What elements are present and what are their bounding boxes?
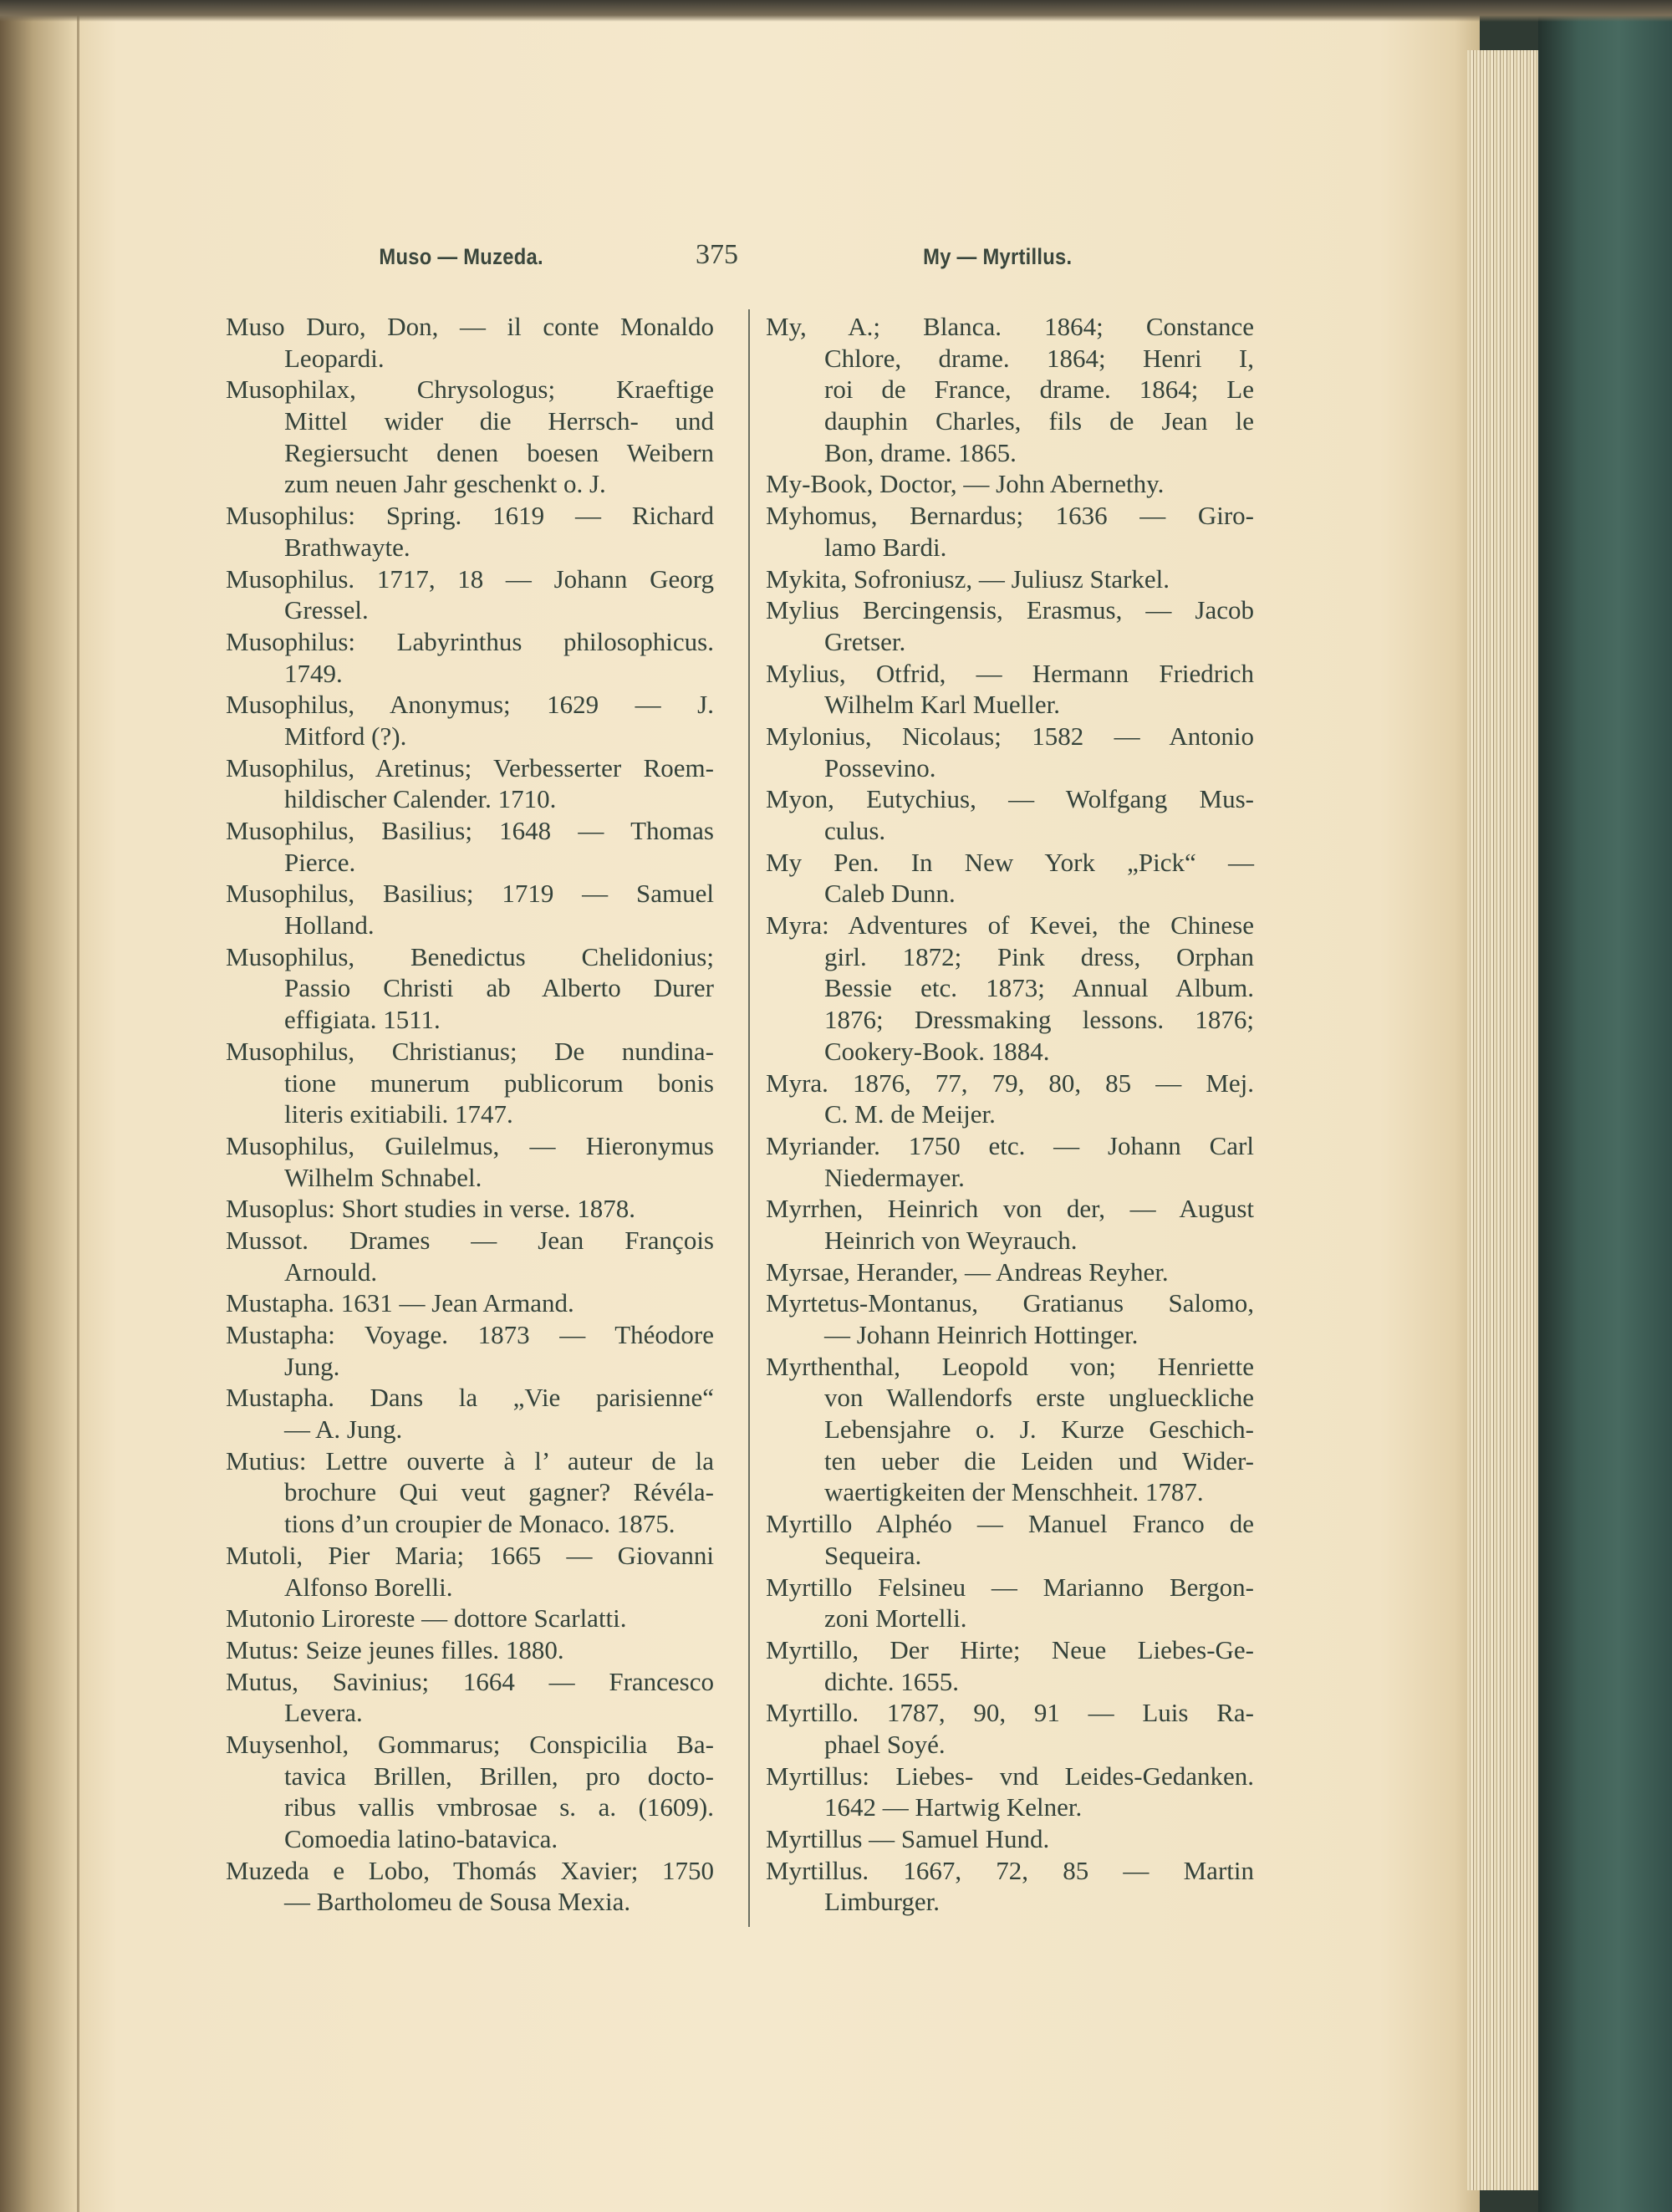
entry-line: Possevino. (824, 752, 936, 782)
index-entry (766, 1761, 1254, 1823)
entry-line: Myrtillo Alphéo — Manuel Franco de (766, 1509, 1254, 1539)
index-entry (226, 1319, 714, 1382)
entry-line: Mustapha: Voyage. 1873 — Théodore (226, 1320, 714, 1349)
entry-line: Myrthenthal, Leopold von; Henriette (766, 1351, 1254, 1381)
entry-line: literis exitiabili. 1747. (284, 1099, 513, 1129)
entry-line: Heinrich von Weyrauch. (824, 1225, 1078, 1255)
entry-line: Sequeira. (824, 1540, 922, 1570)
entry-line: Myrtillus — Samuel Hund. (766, 1824, 1050, 1853)
entry-line: tione munerum publicorum bonis (284, 1068, 714, 1098)
index-entry (226, 752, 714, 815)
entry-line: Comoedia latino-batavica. (284, 1824, 558, 1853)
entry-line: Musoplus: Short studies in verse. 1878. (226, 1194, 635, 1224)
index-entry (226, 1382, 714, 1445)
index-entry (766, 1193, 1254, 1256)
entry-line: Gressel. (284, 595, 369, 625)
index-entry (766, 783, 1254, 846)
index-entry (226, 626, 714, 689)
entry-line: Myrtetus-Montanus, Gratianus Salomo, (766, 1288, 1254, 1318)
index-entry (766, 1697, 1254, 1760)
entry-line: Mutoli, Pier Maria; 1665 — Giovanni (226, 1540, 714, 1570)
index-entry (226, 1287, 714, 1319)
entry-line: Musophilus. 1717, 18 — Johann Georg (226, 563, 714, 594)
index-entry (226, 311, 714, 374)
index-entry (226, 1634, 714, 1666)
entry-line: Musophilus, Christianus; De nundina- (226, 1036, 714, 1066)
entry-line: roi de France, drame. 1864; Le (824, 375, 1254, 405)
index-entry (766, 1634, 1254, 1697)
entry-line: brochure Qui veut gagner? Révéla- (284, 1477, 714, 1507)
entry-line: Myra: Adventures of Kevei, the Chinese (766, 910, 1254, 940)
entry-line: Passio Christi ab Alberto Durer (284, 973, 714, 1003)
entry-line: My-Book, Doctor, — John Abernethy. (766, 469, 1165, 499)
entry-line: Lebensjahre o. J. Kurze Geschich- (824, 1414, 1254, 1445)
running-head-right: My — Myrtillus. (923, 244, 1073, 269)
entry-line: — Bartholomeu de Sousa Mexia. (284, 1887, 631, 1917)
index-entry (226, 1130, 714, 1193)
entry-line: phael Soyé. (824, 1729, 946, 1759)
entry-line: Alfonso Borelli. (284, 1572, 453, 1602)
entry-line: lamo Bardi. (824, 532, 947, 562)
entry-line: hildischer Calender. 1710. (284, 784, 557, 814)
index-entry (766, 500, 1254, 563)
entry-line: Myriander. 1750 etc. — Johann Carl (766, 1130, 1254, 1160)
entry-line: Mussot. Drames — Jean François (226, 1225, 714, 1255)
entry-line: Mutus: Seize jeunes filles. 1880. (226, 1634, 564, 1664)
entry-line: 1642 — Hartwig Kelner. (824, 1792, 1083, 1822)
entry-line: Holland. (284, 910, 375, 940)
entry-line: Myrsae, Herander, — Andreas Reyher. (766, 1256, 1169, 1287)
entry-line: Myra. 1876, 77, 79, 80, 85 — Mej. (766, 1068, 1254, 1098)
entry-line: Mittel wider die Herrsch- und (284, 406, 714, 436)
entry-line: Muzeda e Lobo, Thomás Xavier; 1750 (226, 1855, 714, 1885)
index-entry (766, 1508, 1254, 1571)
entry-line: Mutus, Savinius; 1664 — Francesco (226, 1666, 714, 1696)
entry-line: Musophilus, Basilius; 1719 — Samuel (226, 879, 714, 909)
entry-line: Mylonius, Nicolaus; 1582 — Antonio (766, 721, 1254, 751)
entry-line: Musophilax, Chrysologus; Kraeftige (226, 375, 714, 405)
entry-line: Myrtillus: Liebes- vnd Leides-Gedanken. (766, 1761, 1254, 1791)
index-entry (226, 1540, 714, 1603)
entry-line: Wilhelm Schnabel. (284, 1162, 482, 1192)
entry-line: zoni Mortelli. (824, 1603, 967, 1634)
left-column (226, 311, 714, 1918)
entry-line: Brathwayte. (284, 532, 410, 562)
entry-line: Mustapha. Dans la „Vie parisienne“ (226, 1383, 714, 1413)
entry-line: Arnould. (284, 1256, 378, 1287)
entry-line: Myrtillo. 1787, 90, 91 — Luis Ra- (766, 1698, 1254, 1728)
index-entry (226, 1603, 714, 1634)
index-entry (226, 1445, 714, 1540)
entry-line: Regiersucht denen boesen Weibern (284, 437, 714, 467)
entry-line: tavica Brillen, Brillen, pro docto- (284, 1761, 714, 1791)
index-entry (226, 815, 714, 878)
entry-line: girl. 1872; Pink dress, Orphan (824, 941, 1254, 971)
entry-line: tions d’un croupier de Monaco. 1875. (284, 1509, 675, 1539)
entry-line: Chlore, drame. 1864; Henri I, (824, 343, 1254, 373)
index-entry (766, 658, 1254, 721)
entry-line: Levera. (284, 1698, 363, 1728)
entry-line: Myrtillo Felsineu — Marianno Bergon- (766, 1572, 1254, 1602)
index-entry (766, 1130, 1254, 1193)
index-entry (766, 311, 1254, 468)
index-entry (226, 500, 714, 563)
index-entry (766, 847, 1254, 910)
entry-line: Mutius: Lettre ouverte à l’ auteur de la (226, 1445, 714, 1476)
entry-line: Mylius, Otfrid, — Hermann Friedrich (766, 658, 1254, 688)
running-head-left: Muso — Muzeda. (379, 244, 543, 269)
entry-line: — Johann Heinrich Hottinger. (824, 1320, 1139, 1349)
entry-line: dichte. 1655. (824, 1666, 959, 1696)
index-entry (766, 1287, 1254, 1350)
entry-line: Myrtillo, Der Hirte; Neue Liebes-Ge- (766, 1634, 1254, 1664)
index-entry (226, 563, 714, 626)
entry-line: Pierce. (284, 847, 356, 877)
book-cover (1538, 0, 1672, 2212)
page-number: 375 (696, 239, 738, 270)
entry-line: Myrtillus. 1667, 72, 85 — Martin (766, 1855, 1254, 1885)
index-entry (766, 563, 1254, 595)
entry-line: Myhomus, Bernardus; 1636 — Giro- (766, 501, 1254, 531)
entry-line: Myon, Eutychius, — Wolfgang Mus- (766, 784, 1254, 814)
index-entry (766, 1068, 1254, 1130)
entry-line: Muso Duro, Don, — il conte Monaldo (226, 312, 714, 341)
index-entry (226, 374, 714, 500)
index-entry (226, 1729, 714, 1855)
entry-line: Jung. (284, 1351, 340, 1381)
entry-line: My, A.; Blanca. 1864; Constance (766, 312, 1254, 341)
column-divider (748, 309, 750, 1927)
entry-line: — A. Jung. (284, 1414, 403, 1445)
gutter-shadow (77, 0, 79, 2212)
entry-line: dauphin Charles, fils de Jean le (824, 406, 1254, 436)
index-entry (226, 689, 714, 752)
entry-line: Musophilus, Anonymus; 1629 — J. (226, 690, 714, 720)
index-entry (766, 1256, 1254, 1288)
entry-line: Muysenhol, Gommarus; Conspicilia Ba- (226, 1729, 714, 1759)
entry-line: effigiata. 1511. (284, 1005, 441, 1035)
index-entry (226, 878, 714, 940)
entry-line: Niedermayer. (824, 1162, 965, 1192)
entry-line: Musophilus, Aretinus; Verbesserter Roem- (226, 752, 714, 782)
index-entry (226, 1666, 714, 1729)
entry-line: 1749. (284, 658, 343, 688)
right-column (766, 311, 1254, 1918)
entry-line: Caleb Dunn. (824, 879, 956, 909)
index-entry (766, 1351, 1254, 1508)
entry-line: culus. (824, 816, 886, 845)
entry-line: Musophilus: Labyrinthus philosophicus. (226, 626, 714, 656)
entry-line: Mykita, Sofroniusz, — Juliusz Starkel. (766, 563, 1170, 594)
entry-line: waertigkeiten der Menschheit. 1787. (824, 1477, 1204, 1507)
index-entry (226, 1225, 714, 1287)
entry-line: Mitford (?). (284, 721, 407, 751)
entry-line: 1876; Dressmaking lessons. 1876; (824, 1005, 1254, 1035)
entry-line: Bon, drame. 1865. (824, 437, 1017, 467)
index-entry (226, 1036, 714, 1130)
entry-line: ribus vallis vmbrosae s. a. (1609). (284, 1792, 714, 1822)
entry-line: Musophilus, Benedictus Chelidonius; (226, 941, 714, 971)
entry-line: Mylius Bercingensis, Erasmus, — Jacob (766, 595, 1254, 625)
entry-line: Musophilus, Basilius; 1648 — Thomas (226, 816, 714, 845)
entry-line: Mustapha. 1631 — Jean Armand. (226, 1288, 574, 1318)
entry-line: Wilhelm Karl Mueller. (824, 690, 1060, 720)
entry-line: My Pen. In New York „Pick“ — (766, 847, 1254, 877)
entry-line: Limburger. (824, 1887, 940, 1917)
entry-line: von Wallendorfs erste unglueckliche (824, 1383, 1254, 1413)
entry-line: Mutonio Liroreste — dottore Scarlatti. (226, 1603, 627, 1634)
index-entry (766, 1823, 1254, 1855)
entry-line: Musophilus, Guilelmus, — Hieronymus (226, 1130, 714, 1160)
index-entry (766, 468, 1254, 500)
entry-line: Gretser. (824, 626, 906, 656)
index-entry (226, 941, 714, 1036)
entry-line: C. M. de Meijer. (824, 1099, 996, 1129)
index-entry (226, 1193, 714, 1225)
index-entry (766, 721, 1254, 783)
entry-line: Bessie etc. 1873; Annual Album. (824, 973, 1254, 1003)
page-edges (1467, 50, 1542, 2190)
entry-line: ten ueber die Leiden und Wider- (824, 1445, 1254, 1476)
entry-line: Myrrhen, Heinrich von der, — August (766, 1194, 1254, 1224)
entry-line: Musophilus: Spring. 1619 — Richard (226, 501, 714, 531)
index-entry (766, 910, 1254, 1067)
top-shadow (0, 0, 1672, 22)
index-entry (766, 1855, 1254, 1918)
index-entry (766, 1572, 1254, 1634)
entry-line: Leopardi. (284, 343, 385, 373)
index-entry (226, 1855, 714, 1918)
index-entry (766, 594, 1254, 657)
entry-line: zum neuen Jahr geschenkt o. J. (284, 469, 606, 499)
entry-line: Cookery-Book. 1884. (824, 1036, 1050, 1066)
